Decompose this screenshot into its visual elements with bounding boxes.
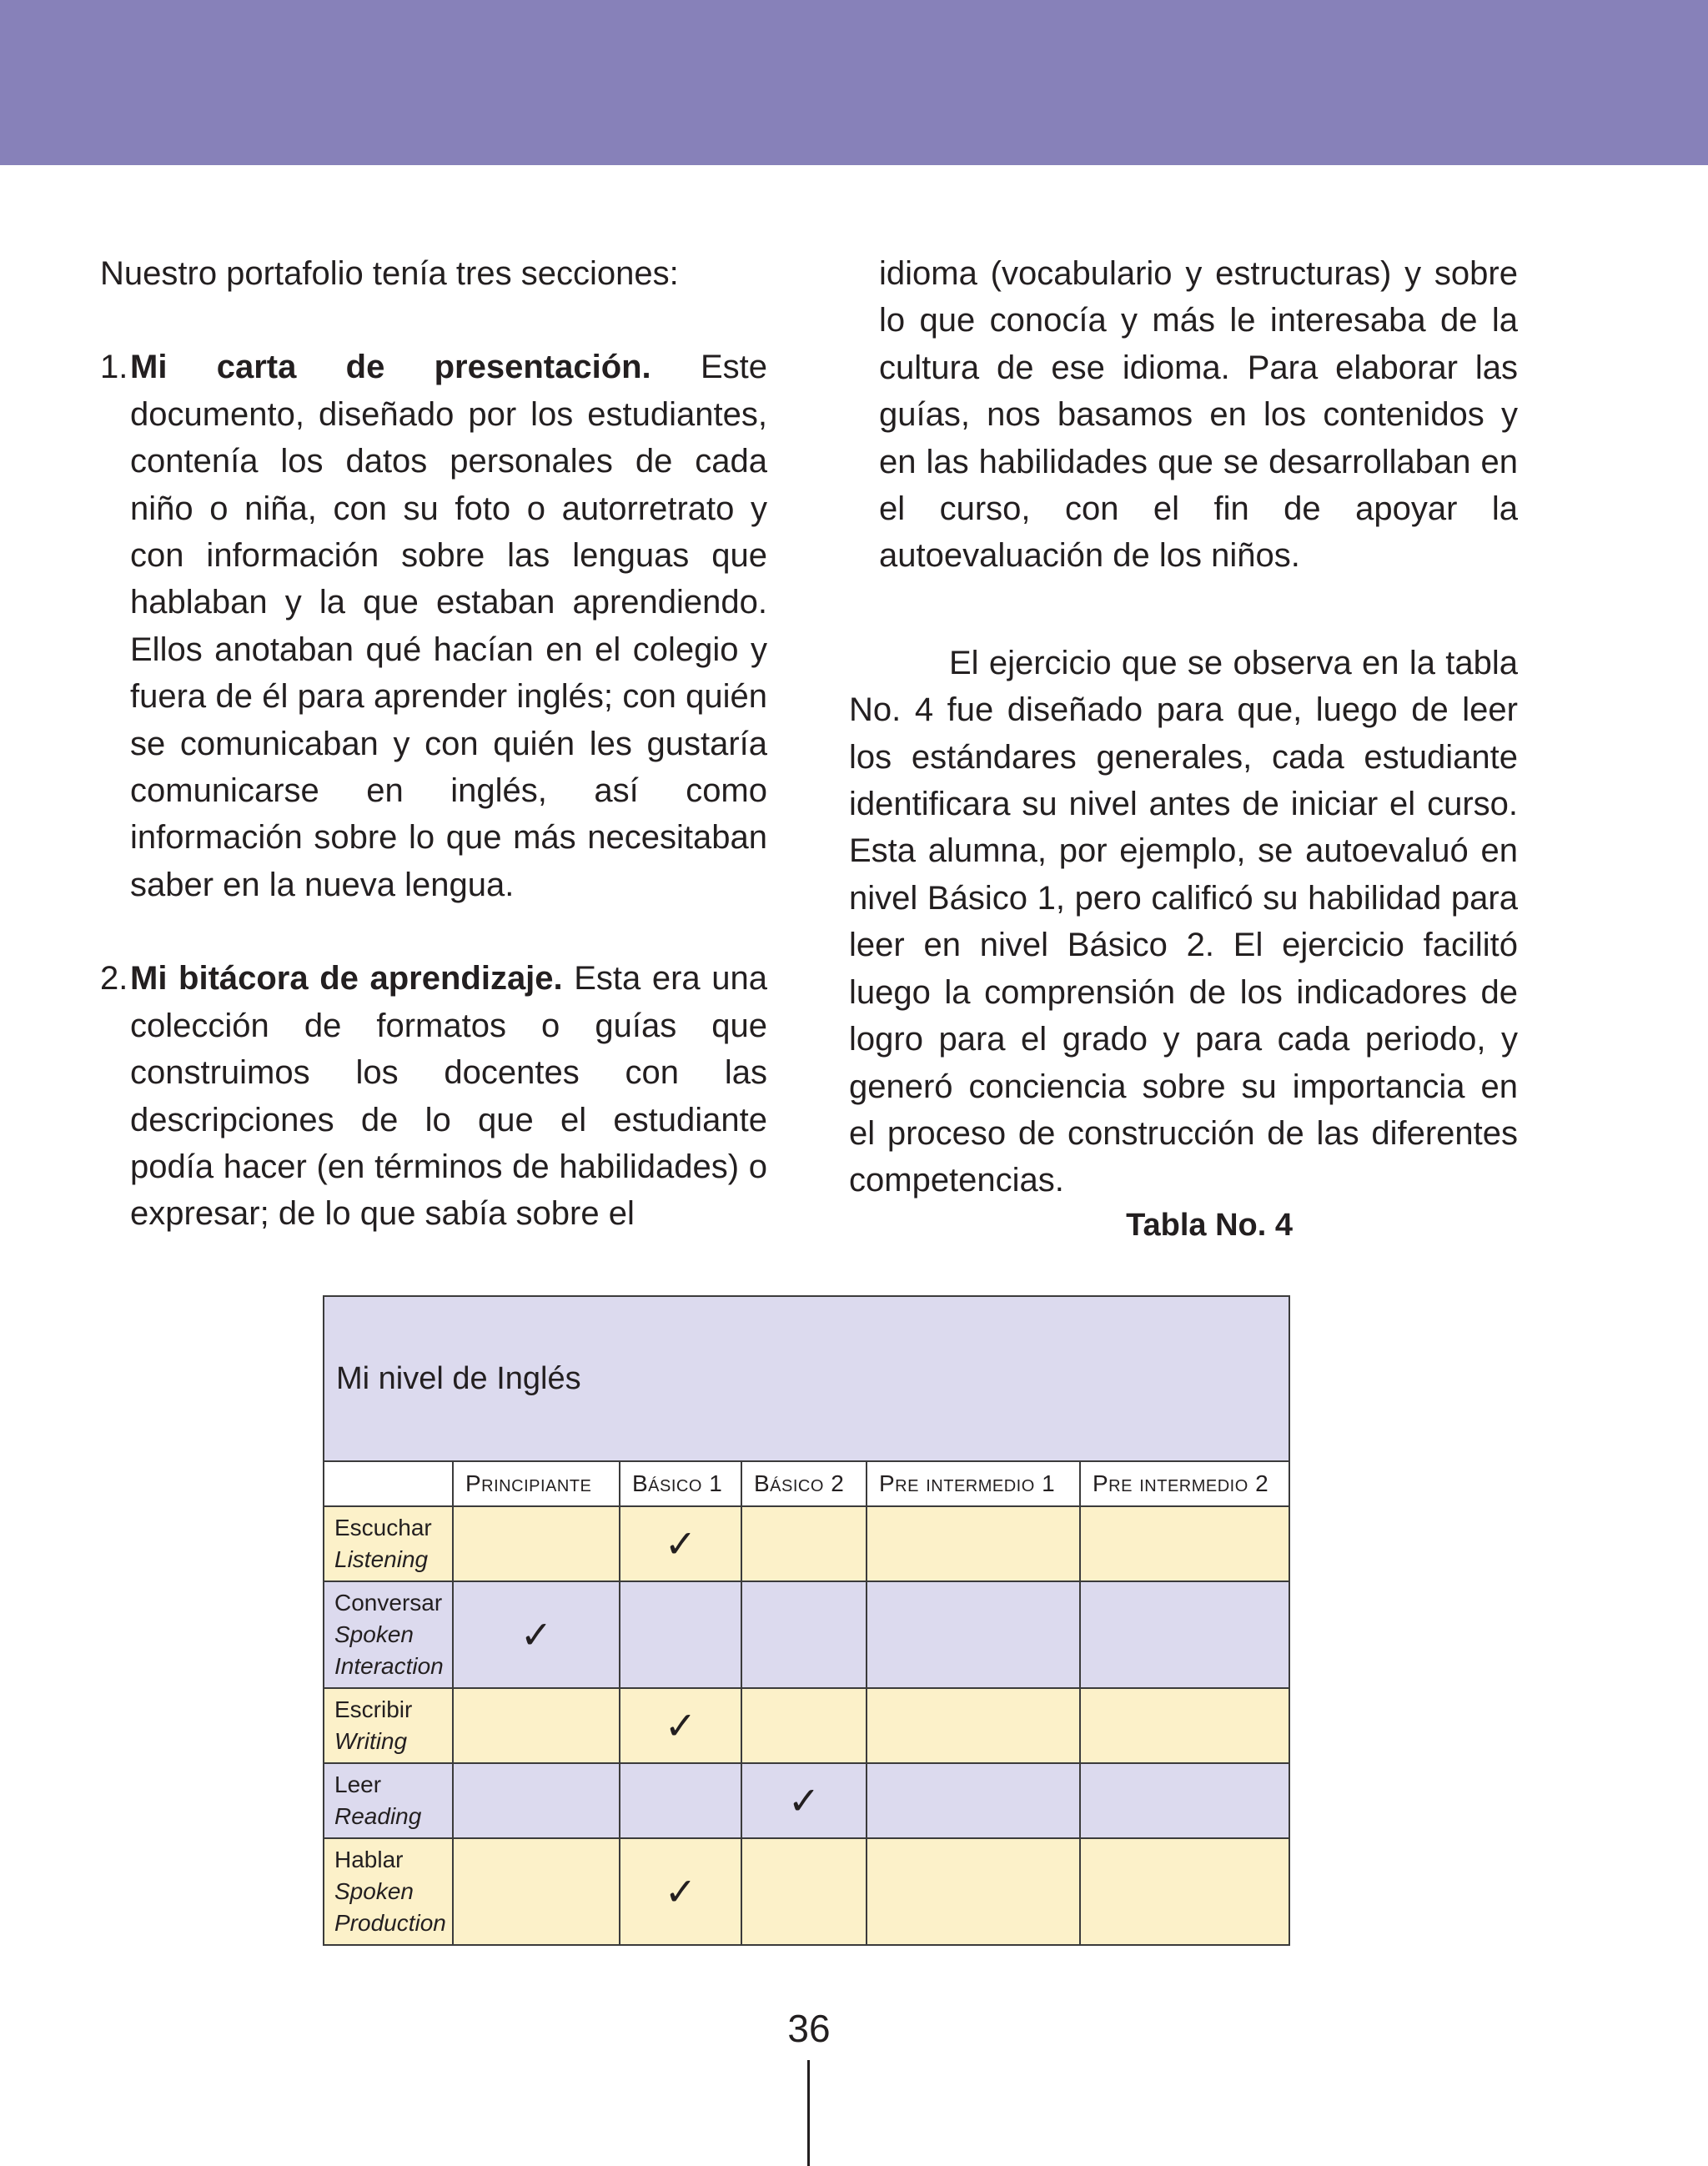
skill-cell [324, 1838, 453, 1945]
body-paragraph: El ejercicio que se observa en la tabla No. 4 fue diseñado para que, luego de leer los estándares generales, cada estudiante identificara su nivel antes de iniciar el curso. Esta alumna, por ejemplo, se autoevaluó en nivel Básico 1, pero calificó su habilidad para leer en nivel Básico 2. El ejercicio facilitó luego la comprensión de los indicadores de logro para el grado y para cada periodo, y generó conciencia sobre su importancia en el proceso de construcción de las diferentes competencias. [849, 644, 1518, 1199]
skill-name-en: Spoken Production [334, 1878, 446, 1936]
check-icon: ✓ [620, 1838, 741, 1945]
skill-cell [324, 1506, 453, 1581]
level-cell [453, 1506, 620, 1581]
item-text: Esta era una colección de formatos o guías que construimos los docentes con las descripciones de lo que el estudiante podía hacer (en términos de habilidades) o expresar; de lo que sabía sobre el [130, 960, 767, 1233]
skill-rows [324, 1506, 1289, 1945]
header-band [0, 0, 1708, 165]
item-body [130, 955, 767, 1237]
skill-name-es: Conversar [334, 1590, 443, 1616]
level-header: Principiante [453, 1461, 620, 1506]
skill-cell [324, 1763, 453, 1838]
item-number: 1. [100, 349, 128, 386]
header-empty [324, 1461, 453, 1506]
level-cell [741, 1581, 867, 1688]
table-title: Mi nivel de Inglés [324, 1296, 1289, 1461]
level-cell [620, 1581, 741, 1688]
continued-text: idioma (vocabulario y estructuras) y sobre lo que conocía y más le interesaba de la cultura de ese idioma. Para elaborar las guías, nos basamos en los contenidos y en las habilidades que se desarrollaban en el curso, con el fin de apoyar la autoevaluación de los niños. [879, 255, 1518, 575]
item-text: Este documento, diseñado por los estudiantes, contenía los datos personales de cada niño o niña, con su foto o autorretrato y con información sobre las lenguas que hablaban y la que estaban aprendiendo. Ellos anotaban qué hacían en el colegio y fuera de él para aprender inglés; con quién se comunicaban y con quién les gustaría comunicarse en inglés, así como información sobre lo que más necesitaban saber en la nueva lengua. [130, 349, 767, 903]
level-header: Básico 2 [741, 1461, 867, 1506]
level-table [323, 1295, 1290, 1946]
table-row [324, 1506, 1289, 1581]
skill-cell [324, 1688, 453, 1763]
item-title: Mi bitácora de aprendizaje. [130, 960, 563, 998]
skill-name-en: Spoken Interaction [334, 1621, 444, 1679]
level-cell [1080, 1763, 1289, 1838]
skill-name-en: Listening [334, 1546, 429, 1572]
level-cell [867, 1838, 1080, 1945]
level-cell [1080, 1838, 1289, 1945]
list-item [100, 344, 767, 908]
level-cell [620, 1763, 741, 1838]
right-column [849, 250, 1518, 1204]
left-column [100, 250, 767, 1284]
level-cell [1080, 1581, 1289, 1688]
intro-text: Nuestro portafolio tenía tres secciones: [100, 255, 679, 292]
page-rule [807, 2060, 810, 2166]
item-title: Mi carta de presentación. [130, 349, 651, 386]
level-cell [867, 1763, 1080, 1838]
check-icon: ✓ [741, 1763, 867, 1838]
level-cell [741, 1506, 867, 1581]
check-icon: ✓ [620, 1688, 741, 1763]
level-cell [453, 1838, 620, 1945]
level-cell [867, 1581, 1080, 1688]
skill-name-es: Escribir [334, 1696, 413, 1722]
table-caption: Tabla No. 4 [1126, 1208, 1293, 1243]
level-cell [867, 1506, 1080, 1581]
item-body [130, 344, 767, 908]
skill-cell [324, 1581, 453, 1688]
skill-name-es: Hablar [334, 1847, 404, 1872]
level-cell [453, 1688, 620, 1763]
skill-name-en: Writing [334, 1728, 408, 1754]
check-icon: ✓ [620, 1506, 741, 1581]
level-cell [741, 1688, 867, 1763]
table-row [324, 1838, 1289, 1945]
skill-name-es: Leer [334, 1771, 382, 1797]
level-header: Pre intermedio 1 [867, 1461, 1080, 1506]
table-row [324, 1763, 1289, 1838]
level-cell [1080, 1688, 1289, 1763]
check-icon: ✓ [453, 1581, 620, 1688]
level-header: Pre intermedio 2 [1080, 1461, 1289, 1506]
level-cell [1080, 1506, 1289, 1581]
level-cell [867, 1688, 1080, 1763]
level-cell [741, 1838, 867, 1945]
skill-name-es: Escuchar [334, 1515, 432, 1540]
level-cell [453, 1763, 620, 1838]
skill-name-en: Reading [334, 1803, 422, 1829]
table-row [324, 1581, 1289, 1688]
table-row [324, 1688, 1289, 1763]
list-item [100, 955, 767, 1237]
level-header: Básico 1 [620, 1461, 741, 1506]
page-number: 36 [787, 2007, 831, 2050]
item-number: 2. [100, 960, 128, 998]
